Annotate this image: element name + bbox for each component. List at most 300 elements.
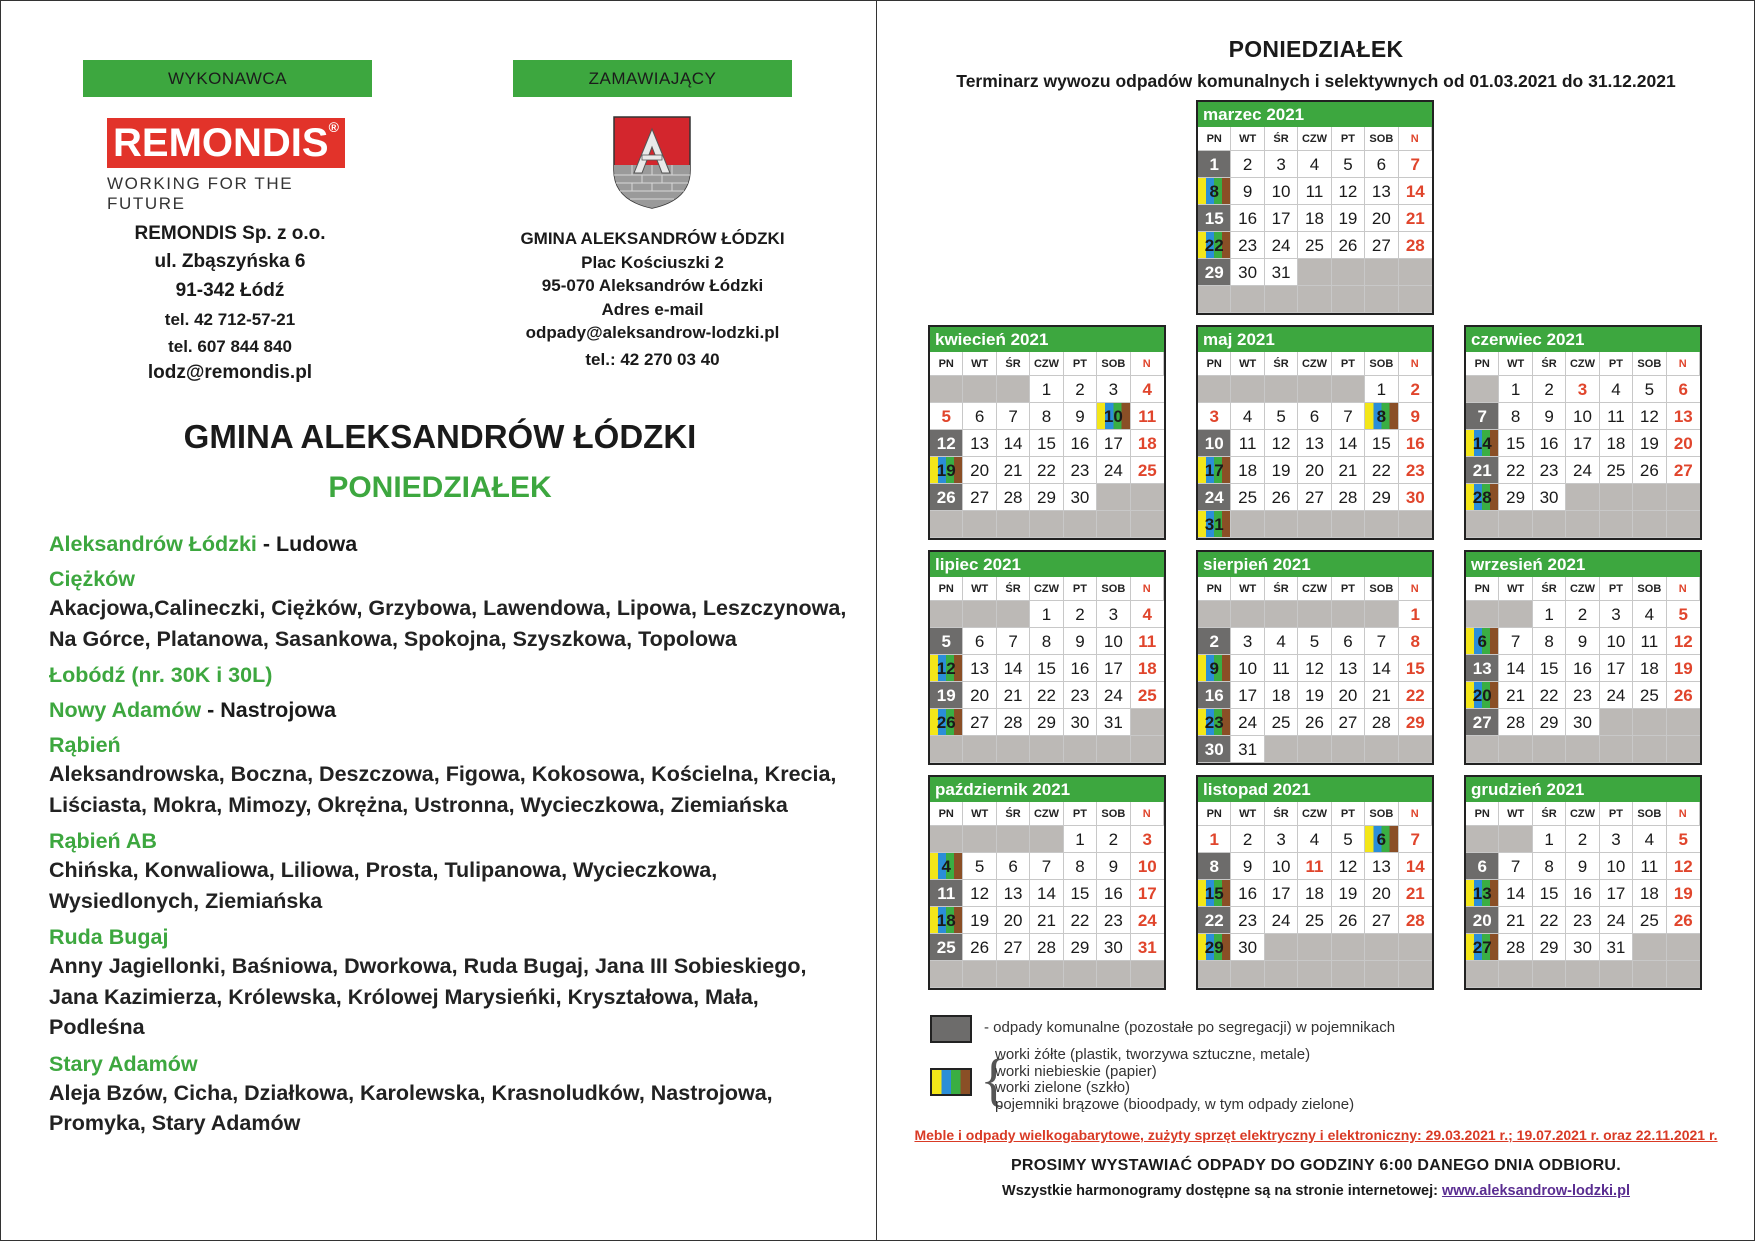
day-cell: 26 [1667, 682, 1700, 709]
day-cell: 2 [1064, 601, 1097, 628]
weekday-label: PT [1600, 577, 1633, 601]
day-cell: 1 [1198, 151, 1231, 178]
empty-cell [1399, 961, 1432, 988]
day-cell: 18 [1298, 880, 1331, 907]
empty-cell [963, 826, 996, 853]
day-cell: 19 [930, 682, 963, 709]
empty-cell [1298, 376, 1331, 403]
empty-cell [1332, 601, 1365, 628]
day-cell: 1 [1399, 601, 1432, 628]
weekday-label: SOB [1633, 577, 1666, 601]
empty-cell [997, 601, 1030, 628]
weekday-label: CZW [1298, 352, 1331, 376]
weekday-label: CZW [1566, 577, 1599, 601]
day-cell: 17 [1198, 457, 1231, 484]
day-cell: 29 [1198, 934, 1231, 961]
area-name: Stary Adamów [49, 1051, 198, 1076]
day-cell: 1 [1499, 376, 1532, 403]
day-cell: 7 [1466, 403, 1499, 430]
area-name: Aleksandrów Łódzki [49, 532, 257, 556]
day-cell: 13 [1466, 880, 1499, 907]
empty-cell [997, 511, 1030, 538]
day-cell: 20 [1365, 205, 1398, 232]
day-cell: 11 [930, 880, 963, 907]
day-cell: 11 [1265, 655, 1298, 682]
day-cell: 22 [1030, 457, 1063, 484]
gmina-title: GMINA ALEKSANDRÓW ŁÓDZKI [183, 418, 697, 455]
day-cell: 23 [1533, 457, 1566, 484]
day-cell: 13 [1298, 430, 1331, 457]
day-cell: 5 [1667, 601, 1700, 628]
day-cell: 30 [1231, 934, 1264, 961]
empty-cell [1298, 934, 1331, 961]
day-cell: 1 [1365, 376, 1398, 403]
weekday-label: PT [1064, 352, 1097, 376]
empty-cell [930, 961, 963, 988]
day-cell: 3 [1265, 826, 1298, 853]
empty-cell [1566, 511, 1599, 538]
empty-cell [963, 511, 996, 538]
weekday-label: PN [930, 802, 963, 826]
day-cell: 20 [1298, 457, 1331, 484]
weekday-label: SOB [1365, 352, 1398, 376]
empty-cell [1231, 286, 1264, 313]
empty-cell [1030, 961, 1063, 988]
day-cell: 23 [1566, 682, 1599, 709]
empty-cell [1399, 934, 1432, 961]
day-cell: 26 [1265, 484, 1298, 511]
day-cell: 2 [1566, 826, 1599, 853]
weekday-label: ŚR [1265, 802, 1298, 826]
empty-cell [1499, 511, 1532, 538]
empty-cell [1131, 736, 1164, 763]
day-cell: 27 [963, 709, 996, 736]
day-cell: 2 [1231, 151, 1264, 178]
day-cell: 30 [1566, 709, 1599, 736]
day-cell: 8 [1198, 178, 1231, 205]
day-cell: 17 [1265, 880, 1298, 907]
empty-cell [1466, 511, 1499, 538]
schedule-day-title: PONIEDZIAŁEK [1228, 36, 1404, 62]
day-cell: 4 [1633, 826, 1666, 853]
month-name: marzec 2021 [1198, 102, 1432, 127]
weekday-label: PT [1600, 352, 1633, 376]
month-calendar [928, 775, 1166, 990]
day-cell: 26 [1667, 907, 1700, 934]
day-cell: 24 [1600, 682, 1633, 709]
day-cell: 20 [997, 907, 1030, 934]
day-cell: 28 [1499, 934, 1532, 961]
day-cell: 15 [1533, 655, 1566, 682]
empty-cell [1365, 961, 1398, 988]
day-cell: 6 [963, 628, 996, 655]
day-cell: 8 [1499, 403, 1532, 430]
day-cell: 20 [963, 457, 996, 484]
empty-cell [1566, 961, 1599, 988]
day-cell: 14 [1332, 430, 1365, 457]
day-cell: 30 [1399, 484, 1432, 511]
weekday-label: ŚR [997, 802, 1030, 826]
area-heading [49, 1050, 859, 1078]
day-cell: 24 [1265, 232, 1298, 259]
day-cell: 4 [1265, 628, 1298, 655]
empty-cell [1667, 736, 1700, 763]
weekday-label: WT [1499, 577, 1532, 601]
empty-cell [1600, 511, 1633, 538]
day-cell: 13 [997, 880, 1030, 907]
weekday-label: CZW [1030, 802, 1063, 826]
empty-cell [1667, 961, 1700, 988]
day-cell: 16 [1399, 430, 1432, 457]
day-cell: 6 [1332, 628, 1365, 655]
day-cell: 2 [1399, 376, 1432, 403]
day-cell: 17 [1600, 655, 1633, 682]
weekday-label: CZW [1298, 802, 1331, 826]
day-cell: 25 [1265, 709, 1298, 736]
day-cell: 28 [1499, 709, 1532, 736]
area-streets: Aleksandrowska, Boczna, Deszczowa, Figowa, Kokosowa, Kościelna, Krecia, Liściasta, Mokra, Mimozy, Okrężna, Ustronna, Wycieczkowa, Ziemiańska [49, 762, 837, 817]
legend-blue: worki niebieskie (papier) [995, 1062, 1157, 1080]
day-cell: 30 [1064, 484, 1097, 511]
day-cell: 16 [1533, 430, 1566, 457]
empty-cell [997, 826, 1030, 853]
ordering-party-header: ZAMAWIAJĄCY [513, 60, 792, 97]
day-cell: 4 [1131, 376, 1164, 403]
day-cell: 25 [1131, 457, 1164, 484]
empty-cell [1365, 934, 1398, 961]
phone-2: tel. 607 844 840 [168, 337, 292, 356]
empty-cell [1633, 934, 1666, 961]
month-calendar [1196, 100, 1434, 315]
empty-cell [1332, 376, 1365, 403]
weekday-label: N [1667, 352, 1700, 376]
gmina-postal: 95-070 Aleksandrów Łódzki [541, 276, 764, 295]
weekday-label: ŚR [997, 577, 1030, 601]
day-cell: 15 [1533, 880, 1566, 907]
day-cell: 15 [1030, 655, 1063, 682]
area-item [49, 923, 859, 1043]
weekday-label: ŚR [1533, 352, 1566, 376]
weekday-label: WT [963, 352, 996, 376]
day-cell: 28 [1399, 907, 1432, 934]
weekday-label: PN [930, 577, 963, 601]
day-cell: 7 [1499, 628, 1532, 655]
area-heading [49, 530, 859, 558]
area-streets: Aleja Bzów, Cicha, Działkowa, Karolewska, Krasnoludków, Nastrojowa, Promyka, Stary Adamów [49, 1080, 773, 1135]
day-cell: 16 [1097, 880, 1130, 907]
empty-cell [1231, 961, 1264, 988]
area-item [49, 565, 859, 654]
day-cell: 24 [1265, 907, 1298, 934]
postal-city: 91-342 Łódź [175, 280, 285, 301]
empty-cell [1265, 511, 1298, 538]
empty-cell [1466, 961, 1499, 988]
legend-komunalne-swatch [930, 1015, 972, 1043]
day-cell: 6 [1298, 403, 1331, 430]
empty-cell [1332, 736, 1365, 763]
empty-cell [1231, 511, 1264, 538]
day-cell: 14 [997, 430, 1030, 457]
day-cell: 13 [1332, 655, 1365, 682]
month-calendar [1196, 775, 1434, 990]
empty-cell [1533, 961, 1566, 988]
area-inline-street: Nastrojowa [220, 698, 337, 722]
month-grid [1466, 802, 1700, 988]
street: ul. Zbąszyńska 6 [154, 251, 306, 272]
weekday-label: N [1399, 577, 1432, 601]
empty-cell [1633, 511, 1666, 538]
day-cell: 19 [930, 457, 963, 484]
empty-cell [1466, 376, 1499, 403]
day-cell: 23 [1399, 457, 1432, 484]
day-cell: 26 [963, 934, 996, 961]
weekday-label: ŚR [1533, 577, 1566, 601]
day-cell: 24 [1131, 907, 1164, 934]
day-cell: 4 [1231, 403, 1264, 430]
empty-cell [1131, 484, 1164, 511]
day-cell: 27 [1466, 709, 1499, 736]
legend-segregowane-swatch [930, 1068, 972, 1096]
empty-cell [1198, 286, 1231, 313]
weekday-label: CZW [1298, 577, 1331, 601]
empty-cell [1566, 736, 1599, 763]
day-cell: 21 [1499, 682, 1532, 709]
day-cell: 9 [1231, 853, 1264, 880]
day-cell: 18 [1633, 655, 1666, 682]
day-cell: 30 [1533, 484, 1566, 511]
weekday-label: PN [1198, 352, 1231, 376]
empty-cell [1131, 961, 1164, 988]
day-cell: 23 [1064, 457, 1097, 484]
day-cell: 16 [1231, 205, 1264, 232]
day-cell: 23 [1231, 907, 1264, 934]
month-name: wrzesień 2021 [1466, 552, 1700, 577]
empty-cell [1265, 736, 1298, 763]
day-cell: 18 [1298, 205, 1331, 232]
weekday-label: WT [1499, 352, 1532, 376]
day-cell: 17 [1265, 205, 1298, 232]
day-cell: 19 [1667, 655, 1700, 682]
day-cell: 23 [1566, 907, 1599, 934]
day-cell: 10 [1566, 403, 1599, 430]
day-cell: 1 [1533, 601, 1566, 628]
day-cell: 24 [1097, 682, 1130, 709]
day-cell: 16 [1064, 655, 1097, 682]
day-cell: 11 [1600, 403, 1633, 430]
weekday-label: SOB [1365, 577, 1398, 601]
day-cell: 17 [1566, 430, 1599, 457]
day-cell: 11 [1298, 178, 1331, 205]
empty-cell [1064, 961, 1097, 988]
day-cell: 8 [1030, 403, 1063, 430]
day-cell: 22 [1030, 682, 1063, 709]
day-cell: 13 [963, 430, 996, 457]
day-cell: 31 [1198, 511, 1231, 538]
day-cell: 18 [1265, 682, 1298, 709]
day-cell: 27 [1332, 709, 1365, 736]
empty-cell [997, 736, 1030, 763]
day-cell: 4 [1298, 151, 1331, 178]
day-cell: 3 [1231, 628, 1264, 655]
day-cell: 9 [1566, 853, 1599, 880]
day-cell: 30 [1198, 736, 1231, 763]
month-grid [1198, 802, 1432, 988]
day-cell: 31 [1265, 259, 1298, 286]
day-cell: 5 [1298, 628, 1331, 655]
month-grid [1198, 127, 1432, 313]
website-link[interactable]: www.aleksandrow-lodzki.pl [1441, 1183, 1630, 1199]
day-cell: 21 [1365, 682, 1398, 709]
area-name: Rąbień AB [49, 829, 157, 853]
day-cell: 9 [1064, 628, 1097, 655]
day-cell: 28 [997, 709, 1030, 736]
day-cell: 21 [1399, 205, 1432, 232]
empty-cell [963, 961, 996, 988]
empty-cell [1332, 259, 1365, 286]
day-cell: 25 [1231, 484, 1264, 511]
day-cell: 5 [930, 628, 963, 655]
day-cell: 21 [1030, 907, 1063, 934]
day-cell: 16 [1566, 880, 1599, 907]
weekday-label: WT [963, 577, 996, 601]
empty-cell [1499, 601, 1532, 628]
empty-cell [1466, 826, 1499, 853]
day-cell: 10 [1097, 403, 1130, 430]
day-cell: 30 [1566, 934, 1599, 961]
gmina-phone: tel.: 42 270 03 40 [585, 349, 720, 369]
day-cell: 9 [1231, 178, 1264, 205]
phone-1: tel. 42 712-57-21 [164, 310, 296, 329]
logo-name: REMONDIS [113, 121, 329, 165]
empty-cell [1667, 511, 1700, 538]
day-cell: 9 [1533, 403, 1566, 430]
bulky-waste-dates: Meble i odpady wielkogabarytowe, zużyty sprzęt elektryczny i elektroniczny: 29.03.2021 r.; 19.07.2021 r. oraz 22.11.2021 r. [914, 1127, 1718, 1143]
day-cell: 16 [1064, 430, 1097, 457]
day-cell: 23 [1064, 682, 1097, 709]
empty-cell [1399, 736, 1432, 763]
day-cell: 27 [1365, 232, 1398, 259]
weekday-label: PT [1600, 802, 1633, 826]
empty-cell [1231, 601, 1264, 628]
day-cell: 26 [930, 484, 963, 511]
day-cell: 19 [1667, 880, 1700, 907]
area-name: Rąbień [49, 733, 121, 757]
day-cell: 3 [1265, 151, 1298, 178]
day-cell: 15 [1030, 430, 1063, 457]
weekday-label: PN [1198, 577, 1231, 601]
remondis-logo: REMONDIS® WORKING FOR THE FUTURE [107, 118, 345, 214]
month-grid [1198, 352, 1432, 538]
weekday-label: WT [1231, 127, 1264, 151]
day-cell: 26 [1332, 907, 1365, 934]
day-cell: 9 [1097, 853, 1130, 880]
empty-cell [1499, 961, 1532, 988]
weekday-label: CZW [1030, 352, 1063, 376]
month-calendar [928, 325, 1166, 540]
empty-cell [1332, 511, 1365, 538]
day-cell: 7 [1499, 853, 1532, 880]
weekday-label: PT [1332, 352, 1365, 376]
empty-cell [1399, 259, 1432, 286]
day-cell: 8 [1198, 853, 1231, 880]
legend-yellow: worki żółte (plastik, tworzywa sztuczne, metale) [995, 1046, 1311, 1063]
day-cell: 7 [1399, 826, 1432, 853]
empty-cell [997, 961, 1030, 988]
day-cell: 17 [1231, 682, 1264, 709]
empty-cell [1633, 961, 1666, 988]
area-heading [49, 661, 859, 689]
day-cell: 10 [1131, 853, 1164, 880]
areas-list [49, 530, 859, 1146]
day-cell: 29 [1365, 484, 1398, 511]
month-name: lipiec 2021 [930, 552, 1164, 577]
day-cell: 13 [1667, 403, 1700, 430]
empty-cell [1131, 511, 1164, 538]
day-cell: 17 [1097, 430, 1130, 457]
day-cell: 11 [1131, 628, 1164, 655]
day-cell: 12 [930, 655, 963, 682]
day-cell: 9 [1198, 655, 1231, 682]
day-cell: 19 [963, 907, 996, 934]
area-dash: - [256, 532, 276, 556]
day-cell: 3 [1566, 376, 1599, 403]
empty-cell [1533, 511, 1566, 538]
empty-cell [1030, 511, 1063, 538]
day-cell: 3 [1097, 601, 1130, 628]
day-cell: 14 [1030, 880, 1063, 907]
day-cell: 7 [997, 628, 1030, 655]
day-cell: 21 [997, 682, 1030, 709]
empty-cell [1600, 736, 1633, 763]
day-cell: 13 [963, 655, 996, 682]
empty-cell [963, 601, 996, 628]
weekday-label: PT [1064, 802, 1097, 826]
day-cell: 17 [1600, 880, 1633, 907]
day-cell: 10 [1600, 628, 1633, 655]
day-cell: 11 [1298, 853, 1331, 880]
weekday-label: ŚR [1265, 577, 1298, 601]
area-item [49, 530, 859, 558]
area-heading [49, 923, 859, 951]
month-name: maj 2021 [1198, 327, 1432, 352]
day-cell: 16 [1198, 682, 1231, 709]
day-cell: 26 [1332, 232, 1365, 259]
legend-green: worki zielone (szkło) [995, 1079, 1131, 1096]
empty-cell [1633, 736, 1666, 763]
day-cell: 25 [1131, 682, 1164, 709]
empty-cell [1600, 484, 1633, 511]
empty-cell [1533, 736, 1566, 763]
contractor-address [100, 220, 360, 386]
weekday-label: ŚR [1265, 127, 1298, 151]
empty-cell [1097, 484, 1130, 511]
day-cell: 27 [963, 484, 996, 511]
day-cell: 18 [930, 907, 963, 934]
day-cell: 13 [1466, 655, 1499, 682]
weekday-label: ŚR [1533, 802, 1566, 826]
weekday-label: WT [1499, 802, 1532, 826]
day-cell: 17 [1131, 880, 1164, 907]
weekday-label: N [1667, 577, 1700, 601]
area-inline-street: Ludowa [275, 532, 358, 556]
day-cell: 19 [1265, 457, 1298, 484]
day-cell: 28 [997, 484, 1030, 511]
day-cell: 12 [1633, 403, 1666, 430]
empty-cell [1298, 736, 1331, 763]
day-cell: 6 [1466, 628, 1499, 655]
day-cell: 26 [1298, 709, 1331, 736]
day-cell: 20 [1466, 682, 1499, 709]
